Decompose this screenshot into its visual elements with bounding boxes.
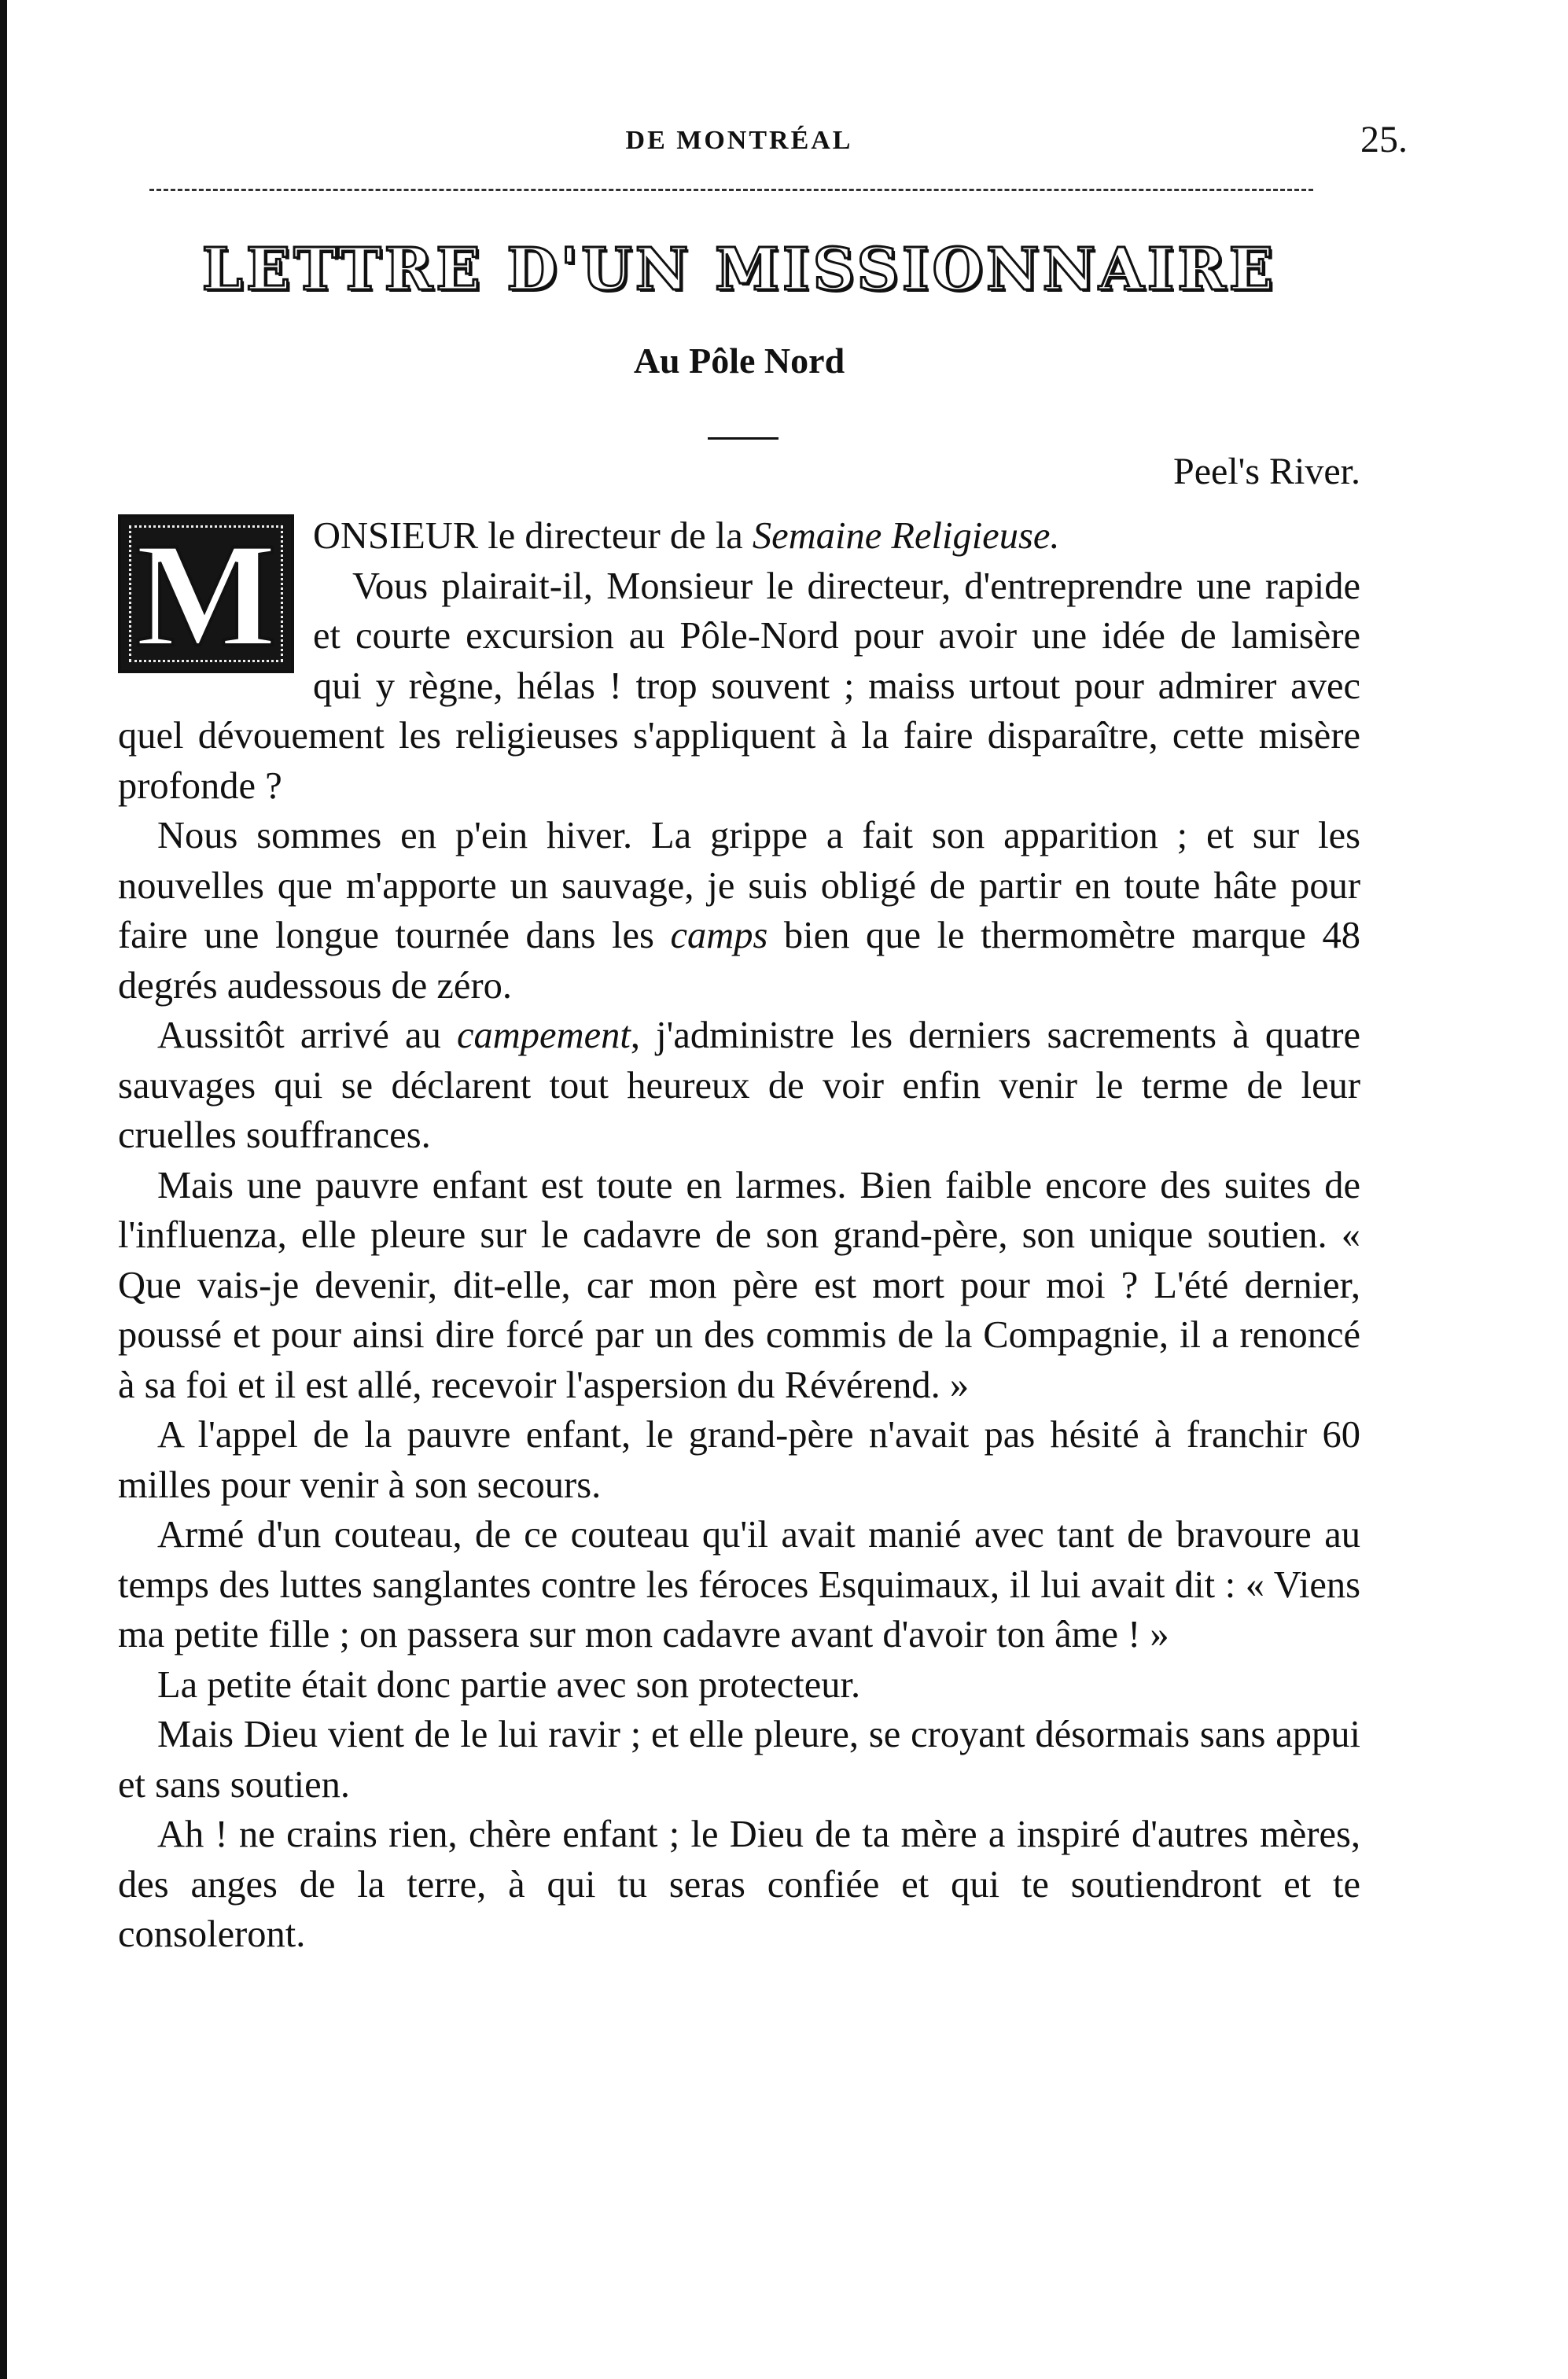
salutation (118, 511, 1360, 562)
header-divider (149, 189, 1313, 191)
page-number: 25. (1360, 119, 1408, 160)
paragraph-2-text-b: bien que le thermomètre marque 48 degrés audessous de zéro. (118, 915, 1360, 1007)
paragraph-3-text-b: , j'administre les derniers sacrements à quatre sauvages qui se déclarent tout heureux de voir enfin venir le terme de leur cruelles souffrances. (118, 1015, 1360, 1156)
paragraph-5: A l'appel de la pauvre enfant, le grand-père n'avait pas hésité à franchir 60 milles pour venir à son secours. (118, 1414, 1360, 1506)
paragraph-3 (118, 1011, 1360, 1161)
paragraph-8: Mais Dieu vient de le lui ravir ; et elle pleure, se croyant désormais sans appui et sans soutien. (118, 1714, 1360, 1806)
paragraph-7: La petite était donc partie avec son protecteur. (157, 1663, 861, 1706)
paragraph-2 (118, 811, 1360, 1011)
drop-cap (118, 513, 294, 678)
running-title: DE MONTRÉAL (625, 126, 853, 155)
publication-name: Semaine Religieuse. (752, 515, 1060, 557)
running-head (118, 118, 1408, 165)
title-divider (708, 437, 778, 440)
paragraph-3-italic: campement (456, 1015, 631, 1056)
article-subtitle: Au Pôle Nord (633, 341, 845, 381)
paragraph-3-text-a: Aussitôt arrivé au (157, 1015, 457, 1056)
paragraph-2-italic: camps (670, 915, 768, 956)
paragraph-2-text-a: Nous sommes en p'ein hiver. La grippe a fait son apparition ; et sur les nouvelles que m'apporte un sauvage, je suis obligé de partir en toute hâte pour faire une longue tournée dans les (118, 815, 1360, 956)
paragraph-9: Ah ! ne crains rien, chère enfant ; le Dieu de ta mère a inspiré d'autres mères, des anges de la terre, à qui tu seras confiée et qui te soutiendront et te consoleront. (118, 1814, 1360, 1955)
paragraph-6: Armé d'un couteau, de ce couteau qu'il avait manié avec tant de bravoure au temps des luttes sanglantes contre les féroces Esquimaux, il lui avait dit : « Viens ma petite fille ; on passera sur mon cadavre avant d'avoir ton âme ! » (118, 1514, 1360, 1655)
paragraph-1: Vous plairait-il, Monsieur le directeur, d'entreprendre une rapide et courte excursion au Pôle-Nord pour avoir une idée de lamisère qui y règne, hélas ! trop souvent ; maiss urtout pour admirer avec quel dévouement les religieuses s'appliquent à la faire disparaître, cette misère profonde ? (118, 565, 1360, 807)
page-edge-rule (0, 0, 7, 2379)
paragraph-4: Mais une pauvre enfant est toute en larmes. Bien faible encore des suites de l'influenza, elle pleure sur le cadavre de son grand-père, son unique soutien. « Que vais-je devenir, dit-elle, car mon père est mort pour moi ? L'été dernier, poussé et pour ainsi dire forcé par un des commis de la Compagnie, il a renoncé à sa foi et il est allé, recevoir l'aspersion du Révérend. » (118, 1164, 1360, 1406)
dateline: Peel's River. (1173, 451, 1360, 492)
article-body (118, 511, 1360, 1960)
article-title: LETTRE D'UN MISSIONNAIRE (201, 236, 1277, 304)
salutation-text: ONSIEUR le directeur de la (313, 515, 753, 557)
drop-cap-letter: M (135, 513, 277, 678)
